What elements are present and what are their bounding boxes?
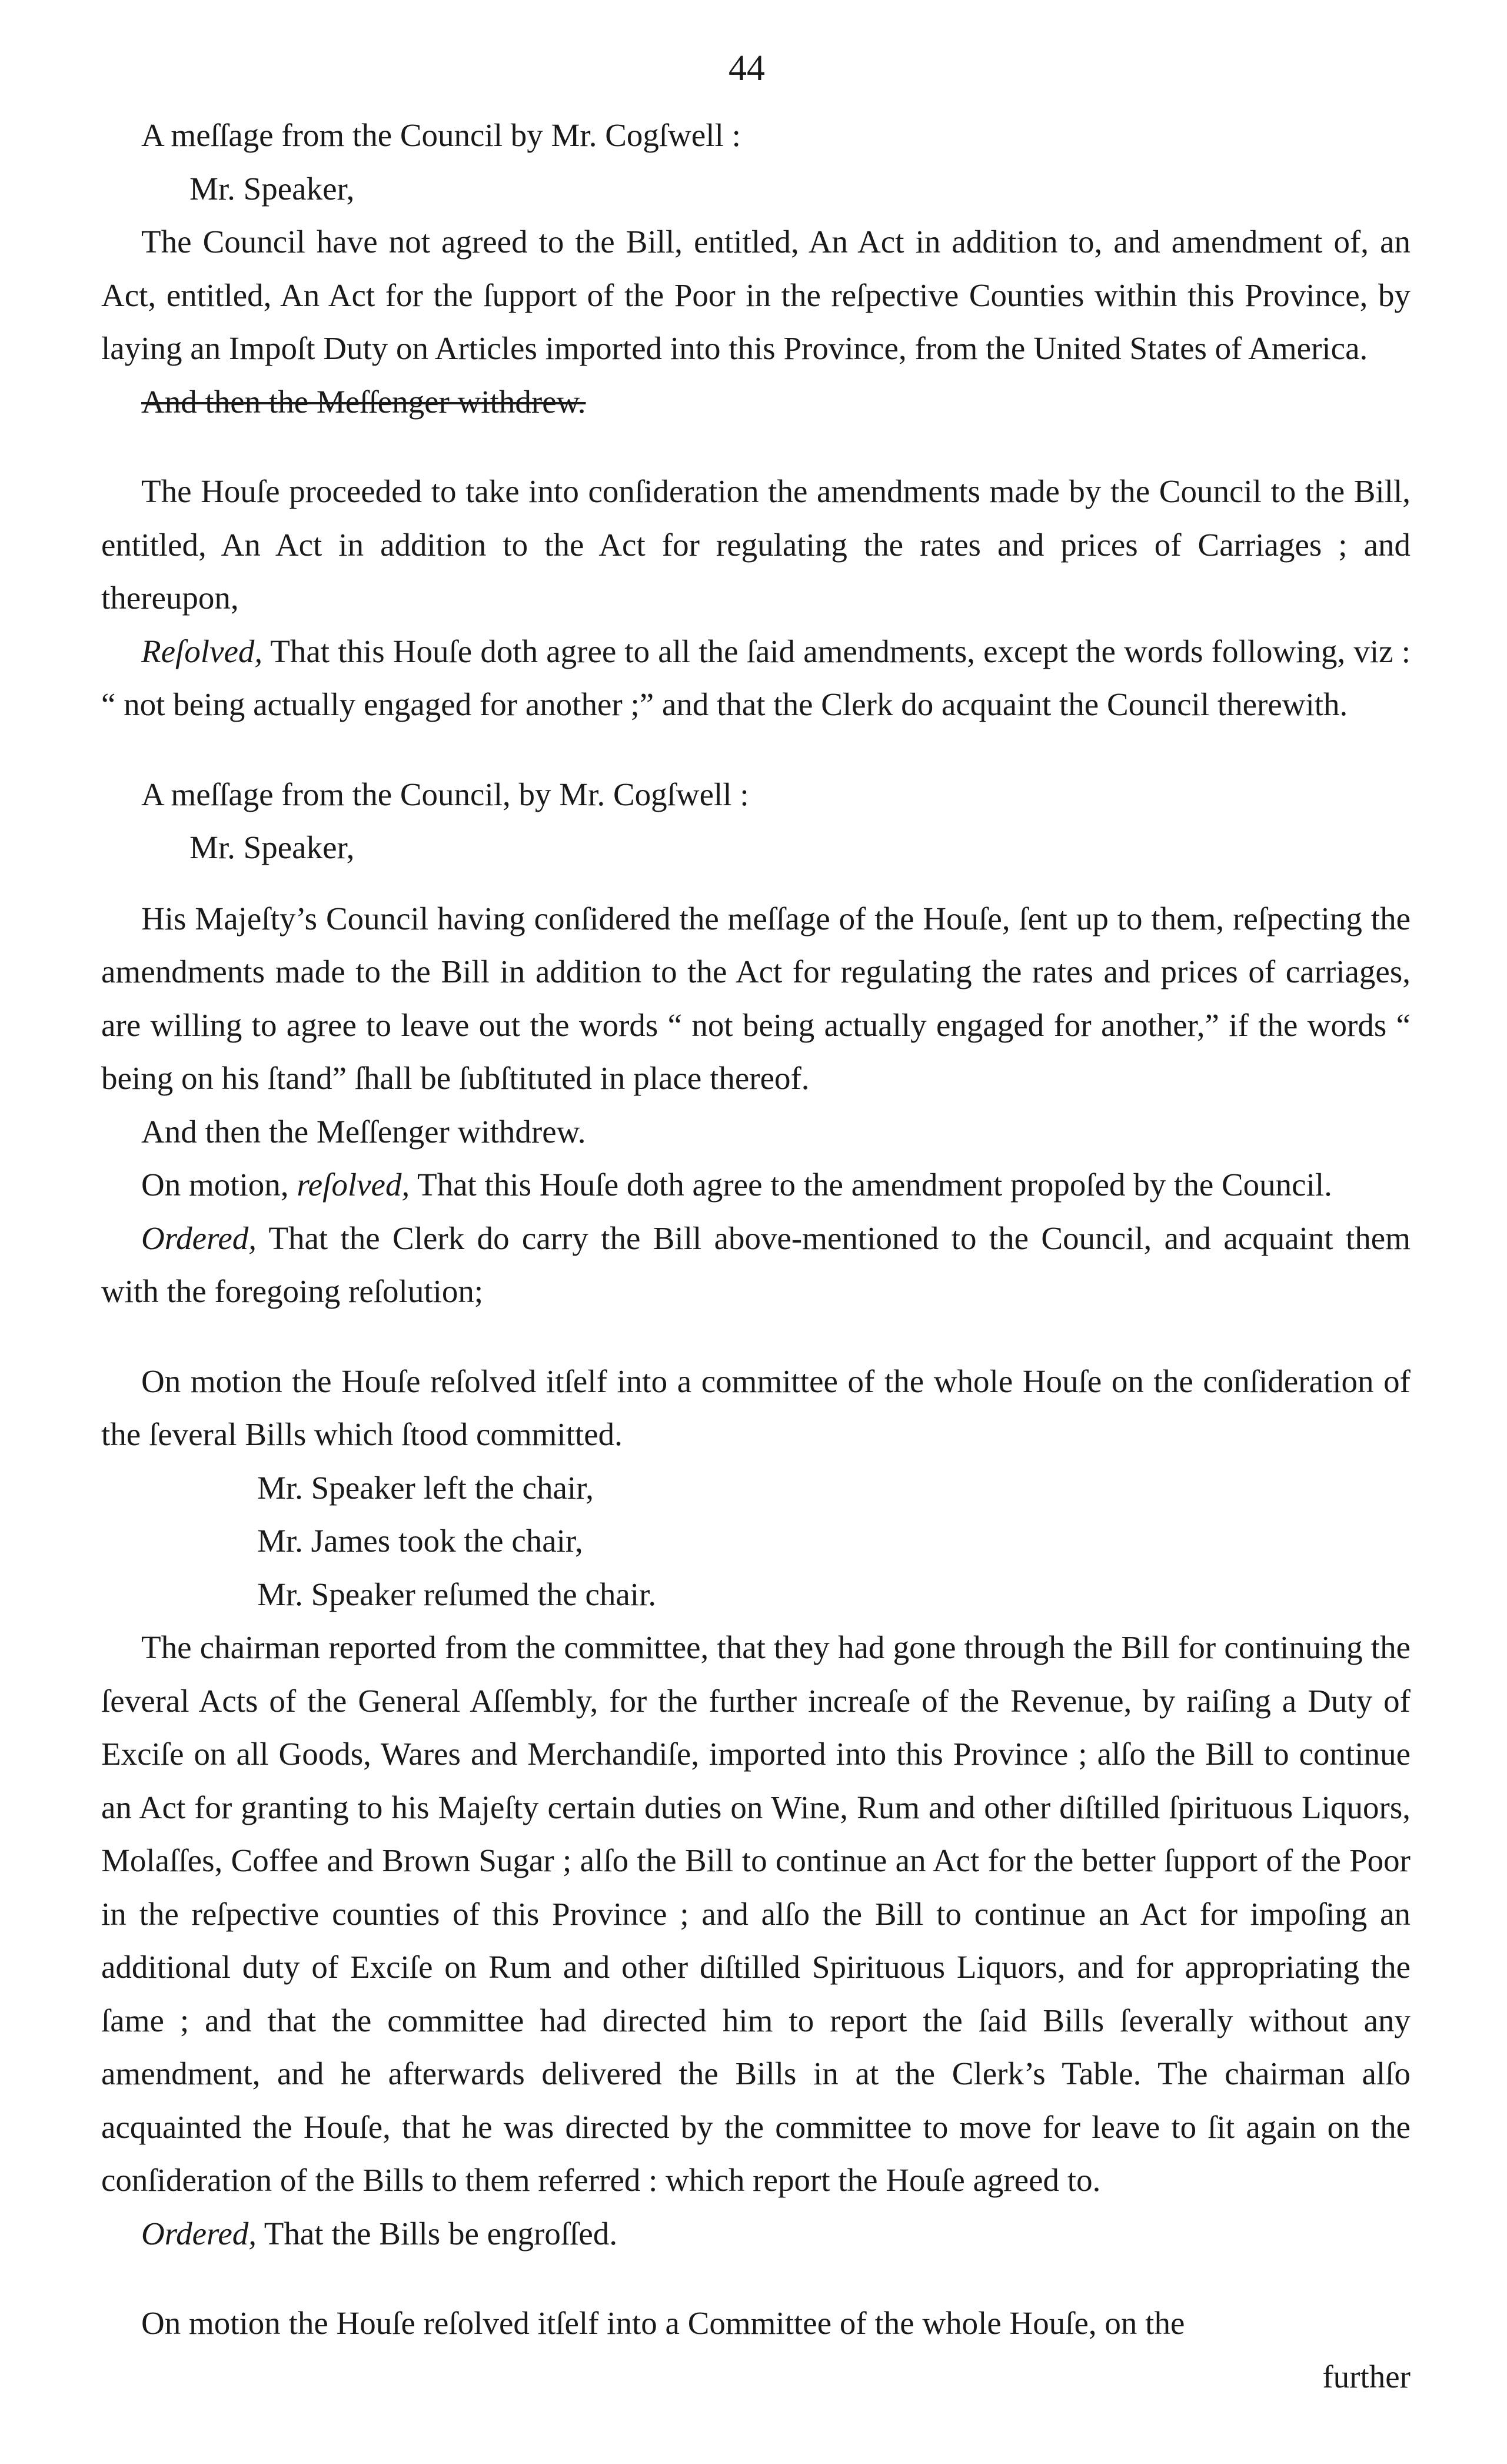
resolved-label: reſolved, bbox=[297, 1167, 410, 1203]
committee-report: The chairman reported from the committee, that they had gone through the Bill for continuing the ſeveral Acts of the General Aſſembly, for the further increaſe of the Revenue, by raiſing a Duty of Exciſe on all Goods, Wares and Merchandiſe, imported into this Province ; alſo the Bill to continue an Act for granting to his Majeſty certain duties on Wine, Rum and other diſtilled ſpirituous Liquors, Molaſſes, Coffee and Brown Sugar ; alſo the Bill to continue an Act for the better ſupport of the Poor in the reſpective counties of this Province ; and alſo the Bill to continue an Act for impoſing an additional duty of Exciſe on Rum and other diſtilled Spirituous Liquors, and for appropriating the ſame ; and that the committee had directed him to report the ſaid Bills ſeverally without any amendment, and he afterwards delivered the Bills in at the Clerk’s Table. The chairman alſo acquainted the Houſe, that he was directed by the committee to move for leave to ſit again on the conſideration of the Bills to them referred : which report the Houſe agreed to. bbox=[101, 1629, 1410, 2198]
speaker-address: Mr. Speaker, bbox=[189, 170, 355, 207]
messenger-withdrew: And then the Meſſenger withdrew. bbox=[141, 1113, 586, 1150]
ordered-text: That the Bills be engroſſed. bbox=[264, 2215, 618, 2252]
page-number: 44 bbox=[728, 48, 765, 88]
motion-paragraph bbox=[101, 1158, 1410, 1212]
text-body bbox=[101, 109, 1410, 2403]
motion-paragraph: On motion the Houſe reſolved itſelf into a committee of the whole Houſe on the conſideration of the ſeveral Bills which ſtood committed. bbox=[101, 1363, 1410, 1452]
resolved-text: That this Houſe doth agree to all the ſaid amendments, except the words following, viz : “ not being actually engaged for another ;” and that the Clerk do acquaint the Council therewith. bbox=[101, 633, 1410, 722]
ordered-text: That the Clerk do carry the Bill above-mentioned to the Council, and acquaint them with the foregoing reſolution; bbox=[101, 1220, 1410, 1309]
motion-lead: On motion, bbox=[141, 1167, 289, 1203]
message-body: His Majeſty’s Council having conſidered the meſſage of the Houſe, ſent up to them, reſpecting the amendments made to the Bill in addition to the Act for regulating the rates and prices of carriages, are willing to agree to leave out the words “ not being actually engaged for another,” if the words “ being on his ſtand” ſhall be ſubſtituted in place thereof. bbox=[101, 900, 1410, 1096]
chair-line: Mr. James took the chair, bbox=[257, 1523, 583, 1559]
message-heading: A meſſage from the Council by Mr. Cogſwell : bbox=[141, 117, 741, 153]
proceedings-paragraph: The Houſe proceeded to take into conſideration the amendments made by the Council to the Bill, entitled, An Act in addition to the Act for regulating the rates and prices of Carriages ; and thereupon, bbox=[101, 473, 1410, 616]
ordered-label: Ordered, bbox=[141, 2215, 257, 2252]
resolved-label: Reſolved, bbox=[141, 633, 263, 669]
motion-text: That this Houſe doth agree to the amendment propoſed by the Council. bbox=[417, 1167, 1332, 1203]
message-body: The Council have not agreed to the Bill, entitled, An Act in addition to, and amendment of, an Act, entitled, An Act for the ſupport of the Poor in the reſpective Counties within this Province, by laying an Impoſt Duty on Articles imported into this Province, from the United States of America. bbox=[101, 224, 1410, 366]
message-heading: A meſſage from the Council, by Mr. Cogſwell : bbox=[141, 776, 749, 812]
speaker-address: Mr. Speaker, bbox=[189, 829, 355, 865]
ordered-paragraph bbox=[101, 2207, 1410, 2261]
ordered-paragraph bbox=[101, 1212, 1410, 1319]
motion-paragraph: On motion the Houſe reſolved itſelf into a Committee of the whole Houſe, on the bbox=[141, 2305, 1185, 2341]
resolved-paragraph bbox=[101, 625, 1410, 732]
catchword: further bbox=[1322, 2358, 1410, 2395]
chair-line: Mr. Speaker left the chair, bbox=[257, 1469, 594, 1506]
ordered-label: Ordered, bbox=[141, 1220, 257, 1256]
messenger-withdrew: And then the Meſſenger withdrew. bbox=[141, 383, 586, 420]
chair-line: Mr. Speaker reſumed the chair. bbox=[257, 1576, 657, 1612]
